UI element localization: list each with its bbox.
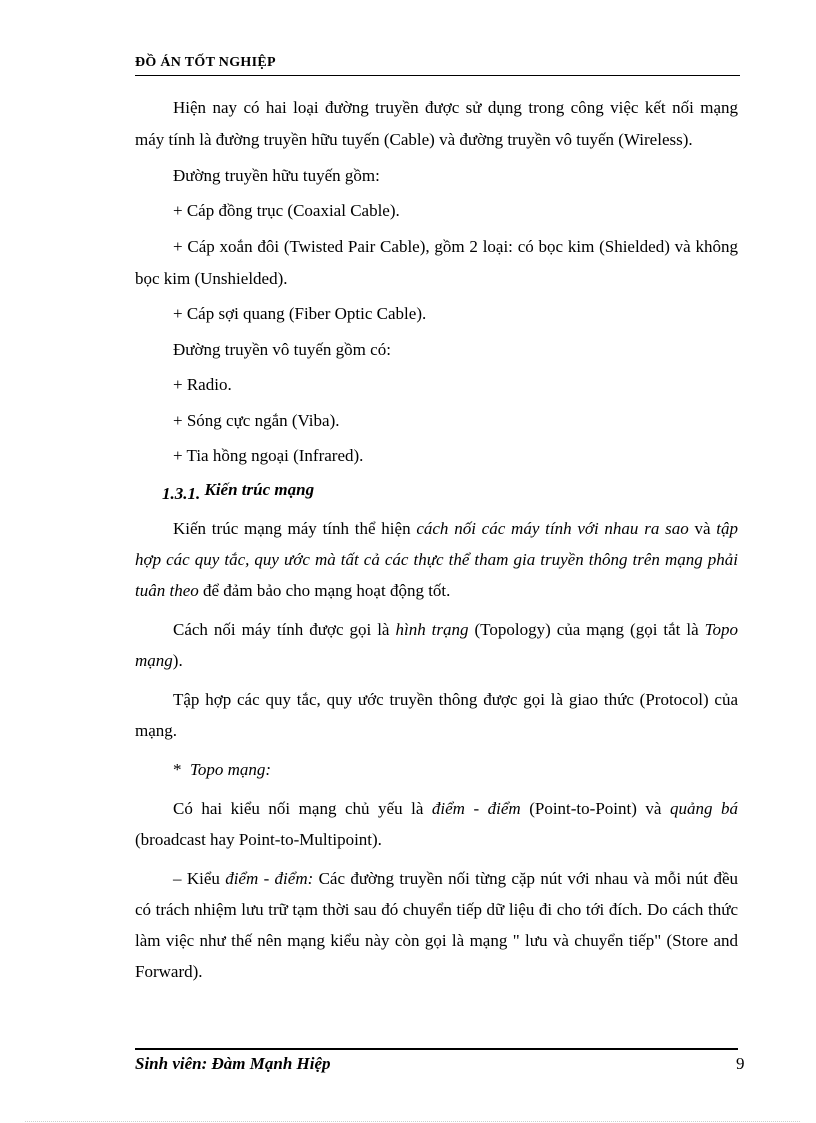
topology-heading: * Topo mạng: — [173, 759, 272, 779]
page-header: ĐỒ ÁN TỐT NGHIỆP — [135, 55, 740, 76]
architecture-paragraph: Kiến trúc mạng máy tính thể hiện cách nối các máy tính với nhau ra sao và tập hợp các quy tắc, quy ước mà tất cả các thực thể tham gia truyền thông trên mạng phải tuân theo để đảm bảo cho mạng hoạt động tốt. — [135, 518, 739, 600]
list-item: + Radio. — [173, 375, 232, 394]
protocol-paragraph: Tập hợp các quy tắc, quy ước truyền thông được gọi là giao thức (Protocol) của mạng. — [135, 689, 738, 740]
wireless-heading: Đường truyền vô tuyến gồm có: — [173, 339, 391, 359]
list-item: + Cáp đồng trục (Coaxial Cable). — [173, 201, 400, 220]
intro-paragraph: Hiện nay có hai loại đường truyền được sử dụng trong công việc kết nối mạng máy tính là đường truyền hữu tuyến (Cable) và đường truyền vô tuyến (Wireless). — [135, 98, 738, 149]
body-text — [135, 92, 738, 987]
page-number: 9 — [736, 1054, 745, 1073]
footer-author: Sinh viên: Đàm Mạnh Hiệp — [135, 1054, 331, 1073]
network-kinds-paragraph: Có hai kiểu nối mạng chủ yếu là điểm - điểm (Point-to-Point) và quảng bá (broadcast hay Point-to-Multipoint). — [135, 798, 738, 849]
wired-heading: Đường truyền hữu tuyến gồm: — [173, 165, 380, 185]
list-item: + Cáp sợi quang (Fiber Optic Cable). — [173, 304, 427, 323]
list-item: + Tia hồng ngoại (Infrared). — [173, 446, 364, 465]
section-title: Kiến trúc mạng — [204, 480, 315, 499]
point-to-point-paragraph: – Kiểu điểm - điểm: Các đường truyền nối từng cặp nút với nhau và mỗi nút đều có trách nhiệm lưu trữ tạm thời sau đó chuyển tiếp dữ liệu đi cho tới đích. Do cách thức làm việc như thế nên mạng kiểu này còn gọi là mạng " lưu và chuyển tiếp" (Store and Forward). — [135, 868, 739, 981]
footer-divider — [135, 1048, 738, 1050]
section-number: 1.3.1. — [162, 484, 201, 503]
page-bottom-edge — [25, 1121, 800, 1122]
list-item: + Cáp xoắn đôi (Twisted Pair Cable), gồm 2 loại: có bọc kim (Shielded) và không bọc kim (Unshielded). — [135, 236, 738, 288]
topology-definition: Cách nối máy tính được gọi là hình trạng (Topology) của mạng (gọi tắt là Topo mạng). — [135, 619, 739, 670]
section-heading — [135, 478, 738, 509]
list-item: + Sóng cực ngắn (Viba). — [173, 410, 340, 430]
